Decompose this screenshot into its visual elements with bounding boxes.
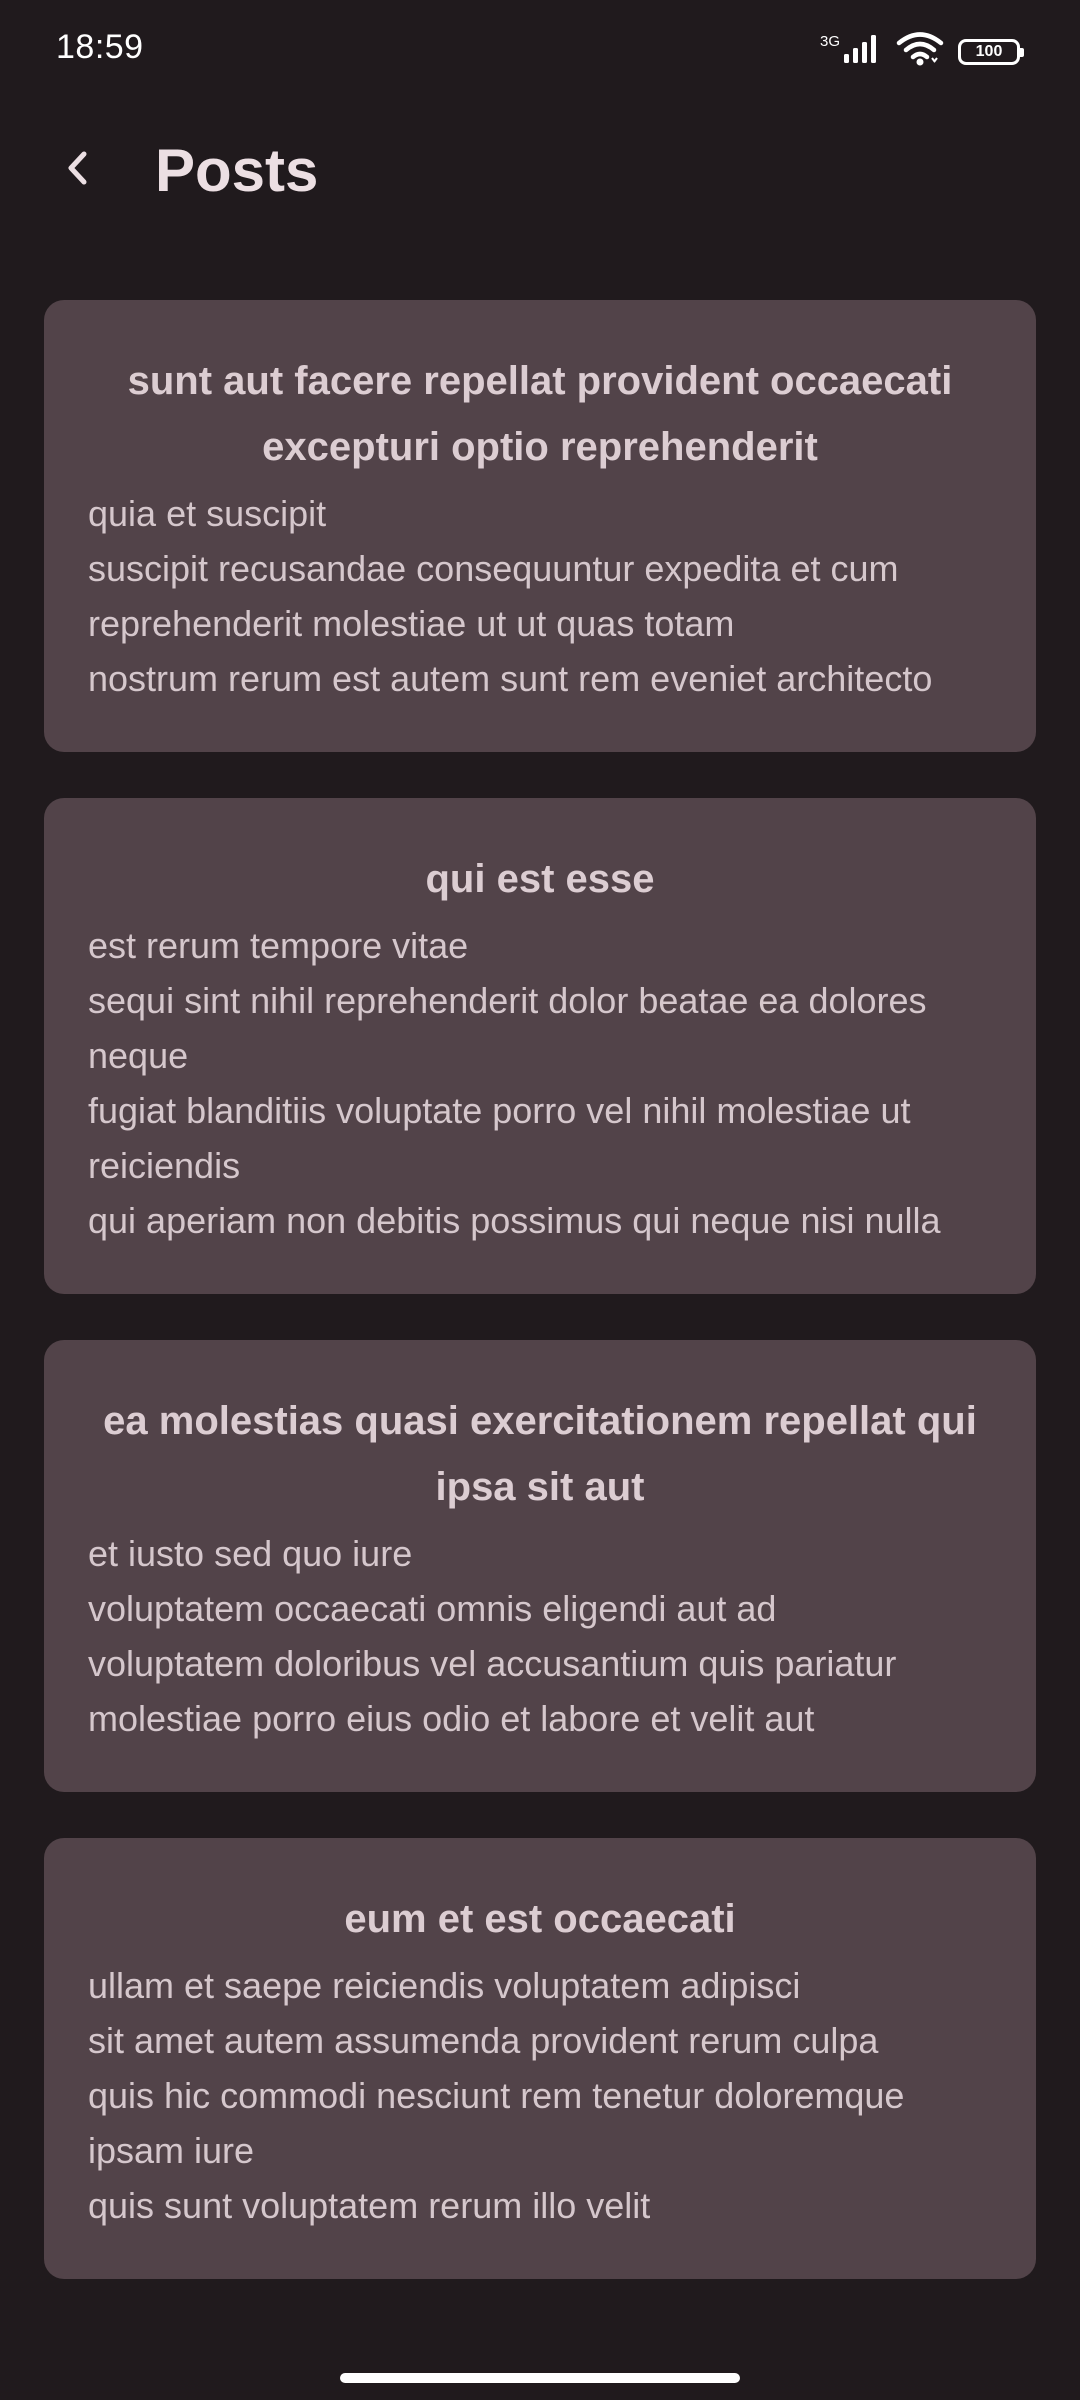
post-card[interactable] — [44, 1340, 1036, 1792]
post-title: sunt aut facere repellat provident occaecati excepturi optio reprehenderit — [127, 359, 953, 469]
post-body: ullam et saepe reiciendis voluptatem adipisci sit amet autem assumenda provident rerum culpa quis hic commodi nesciunt rem tenetur doloremque ipsam iure quis sunt voluptatem rerum illo velit — [88, 1965, 905, 2226]
post-card[interactable] — [44, 1838, 1036, 2279]
post-body: est rerum tempore vitae sequi sint nihil reprehenderit dolor beatae ea dolores neque fugiat blanditiis voluptate porro vel nihil molestiae ut reiciendis qui aperiam non debitis possimus qui neque nisi nulla — [88, 925, 941, 1241]
post-card[interactable] — [44, 300, 1036, 752]
network-type-label: 3G — [819, 33, 840, 50]
post-body: quia et suscipit suscipit recusandae consequuntur expedita et cum reprehenderit molestiae ut ut quas totam nostrum rerum est autem sunt rem eveniet architecto — [88, 493, 933, 699]
battery-icon — [958, 39, 1020, 65]
status-time: 18:59 — [56, 28, 144, 66]
wifi-icon — [896, 32, 944, 71]
post-title: ea molestias quasi exercitationem repellat qui ipsa sit aut — [103, 1399, 977, 1509]
status-icons — [820, 32, 1020, 71]
post-card[interactable] — [44, 798, 1036, 1294]
back-button[interactable] — [46, 138, 110, 202]
home-indicator[interactable] — [340, 2373, 740, 2383]
status-bar — [0, 0, 1080, 100]
app-bar — [0, 120, 1080, 220]
signal-icon — [842, 34, 882, 69]
post-title: qui est esse — [425, 857, 655, 901]
battery-level: 100 — [975, 42, 1003, 60]
chevron-left-icon — [63, 148, 93, 193]
page-title: Posts — [155, 137, 319, 204]
post-title: eum et est occaecati — [344, 1897, 736, 1941]
post-body: et iusto sed quo iure voluptatem occaecati omnis eligendi aut ad voluptatem doloribus vel accusantium quis pariatur molestiae porro eius odio et labore et velit aut — [88, 1533, 897, 1739]
post-list — [44, 300, 1036, 2325]
